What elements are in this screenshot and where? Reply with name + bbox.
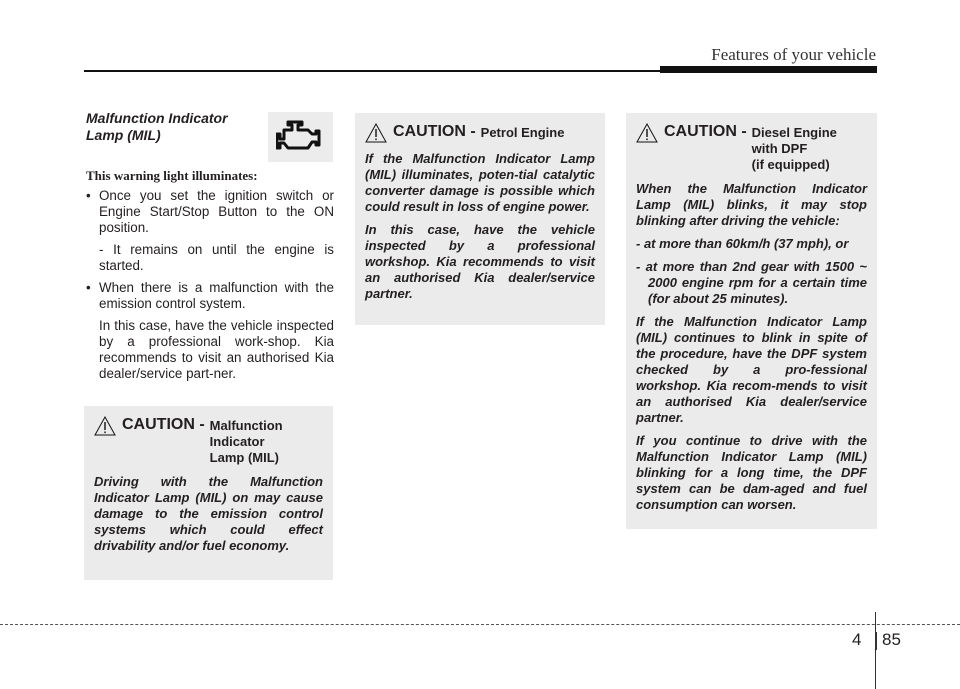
- bullet-ignition: • Once you set the ignition switch or Engine Start/Stop Button to the ON position.: [86, 188, 334, 236]
- caution-subject: Diesel Engine: [751, 125, 837, 140]
- caution-text: If the Malfunction Indicator Lamp (MIL) continues to blink in spite of the procedure, have the DPF system checked by a pro-fessional workshop. Kia recom-mends to visit an authorised Kia dealer/service partner.: [636, 314, 867, 425]
- chapter-number: 4: [852, 630, 862, 649]
- footer-rule: [0, 624, 960, 625]
- caution-text: In this case, have the vehicle inspected by a professional workshop. Kia recommends to visit an authorised Kia dealer/service partner.: [365, 222, 595, 301]
- caution-text: - at more than 2nd gear with 1500 ~ 2000 engine rpm for a certain time (for about 25 minutes).: [636, 259, 867, 306]
- caution-box-diesel: [626, 113, 877, 529]
- intro-text: This warning light illuminates:: [86, 168, 258, 183]
- caution-label: CAUTION -: [664, 123, 747, 140]
- warning-icon: [365, 123, 387, 143]
- caution-text: Driving with the Malfunction Indicator Lamp (MIL) on may cause damage to the emission control systems which could effect drivability and/or fuel economy.: [94, 474, 323, 553]
- warning-icon: [636, 123, 658, 143]
- caution-subject: Malfunction: [209, 418, 283, 433]
- caution-subject: Lamp (MIL): [209, 450, 279, 465]
- caution-box-petrol: [355, 113, 605, 325]
- header-bar: [660, 66, 877, 73]
- bullet-emission: • When there is a malfunction with the emission control system.: [86, 280, 334, 312]
- warning-icon: [94, 416, 116, 436]
- section-title: Malfunction Indicator Lamp (MIL): [86, 110, 228, 143]
- caution-text: When the Malfunction Indicator Lamp (MIL) blinks, it may stop blinking after driving the vehicle:: [636, 181, 867, 228]
- page-divider: [876, 632, 877, 650]
- caution-subject: (if equipped): [751, 157, 830, 172]
- engine-check-icon: [268, 112, 333, 162]
- header-rule: [84, 70, 660, 72]
- caution-label: CAUTION -: [393, 123, 476, 140]
- body-text: [86, 188, 334, 388]
- caution-heading: [636, 123, 867, 173]
- bullet-emission-sub: In this case, have the vehicle inspected by a professional work-shop. Kia recommends to visit an authorised Kia dealer/service part-ner.: [99, 318, 334, 381]
- caution-heading: [94, 416, 323, 466]
- caution-text: If the Malfunction Indicator Lamp (MIL) illuminates, poten-tial catalytic converter damage is possible which could result in loss of engine power.: [365, 151, 595, 214]
- caution-text: If you continue to drive with the Malfunction Indicator Lamp (MIL) blinking for a long time, the DPF system can be dam-aged and fuel consumption can worsen.: [636, 433, 867, 512]
- running-header: Features of your vehicle: [711, 45, 876, 64]
- bullet-ignition-sub: - It remains on until the engine is started.: [99, 242, 334, 273]
- caution-text: - at more than 60km/h (37 mph), or: [636, 236, 849, 251]
- caution-subject: with DPF: [751, 141, 808, 156]
- page-number: 85: [882, 630, 901, 649]
- caution-subject: Petrol Engine: [480, 125, 565, 140]
- footer-vertical-line: [875, 612, 876, 689]
- caution-box-mil: [84, 406, 333, 580]
- caution-subject: Indicator: [209, 434, 265, 449]
- caution-label: CAUTION -: [122, 416, 205, 433]
- caution-heading: [365, 123, 595, 143]
